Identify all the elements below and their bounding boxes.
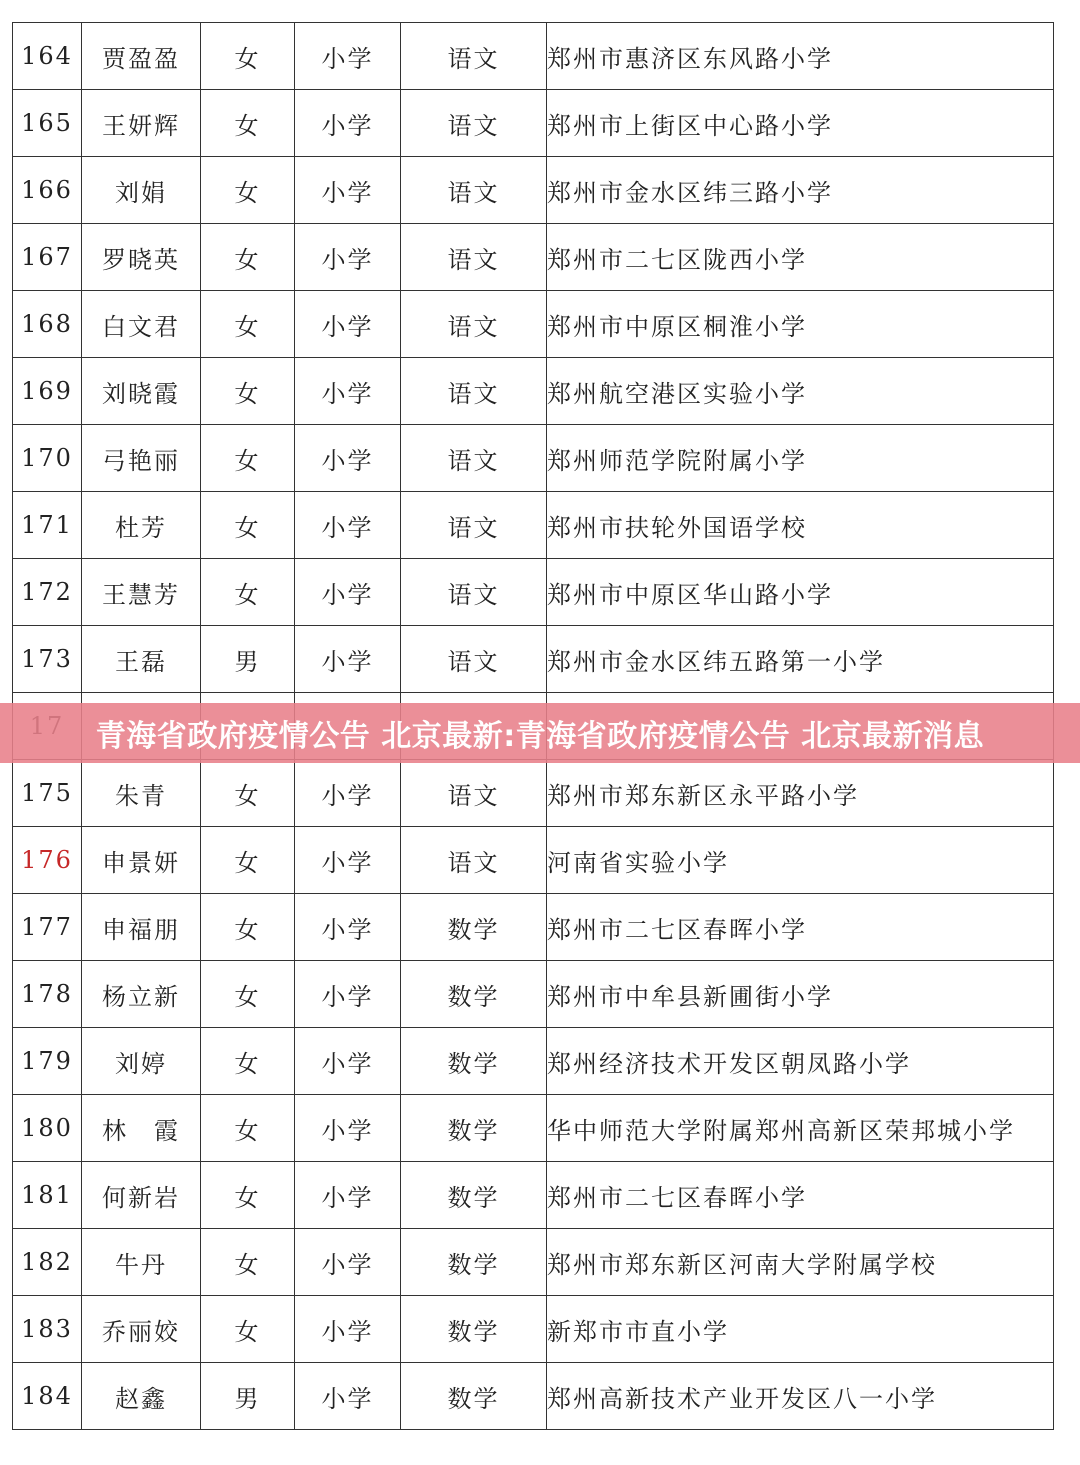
teacher-name-cell: 白文君 <box>82 291 201 358</box>
table-row <box>13 23 1054 90</box>
school-level-cell: 小学 <box>295 425 401 492</box>
gender-cell: 女 <box>201 1095 295 1162</box>
row-number-cell: 182 <box>13 1229 82 1296</box>
school-name-cell: 河南省实验小学 <box>547 827 1054 894</box>
school-level-cell: 小学 <box>295 492 401 559</box>
row-number-cell: 181 <box>13 1162 82 1229</box>
table-row <box>13 157 1054 224</box>
gender-cell: 女 <box>201 224 295 291</box>
teacher-name-cell: 朱青 <box>82 760 201 827</box>
subject-cell: 数学 <box>401 1028 547 1095</box>
school-level-cell: 小学 <box>295 1296 401 1363</box>
subject-cell: 语文 <box>401 23 547 90</box>
school-name-cell: 郑州市惠济区东风路小学 <box>547 23 1054 90</box>
row-number-cell: 171 <box>13 492 82 559</box>
school-name-cell: 郑州市二七区春晖小学 <box>547 894 1054 961</box>
table-row <box>13 90 1054 157</box>
teacher-name-cell: 何新岩 <box>82 1162 201 1229</box>
school-name-cell: 新郑市市直小学 <box>547 1296 1054 1363</box>
school-name-cell: 郑州市金水区纬三路小学 <box>547 157 1054 224</box>
school-level-cell: 小学 <box>295 626 401 693</box>
subject-cell: 数学 <box>401 1296 547 1363</box>
school-level-cell: 小学 <box>295 1229 401 1296</box>
teacher-name-cell: 乔丽姣 <box>82 1296 201 1363</box>
school-name-cell: 郑州市郑东新区永平路小学 <box>547 760 1054 827</box>
gender-cell: 女 <box>201 425 295 492</box>
gender-cell: 女 <box>201 157 295 224</box>
school-name-cell: 郑州市金水区纬五路第一小学 <box>547 626 1054 693</box>
school-level-cell: 小学 <box>295 559 401 626</box>
table-row <box>13 492 1054 559</box>
table-row <box>13 626 1054 693</box>
row-number-cell: 178 <box>13 961 82 1028</box>
banner-text: 青海省政府疫情公告 北京最新:青海省政府疫情公告 北京最新消息 <box>95 719 985 754</box>
subject-cell: 语文 <box>401 425 547 492</box>
gender-cell: 女 <box>201 1162 295 1229</box>
gender-cell: 女 <box>201 492 295 559</box>
school-level-cell: 小学 <box>295 90 401 157</box>
gender-cell: 女 <box>201 23 295 90</box>
row-number-cell: 166 <box>13 157 82 224</box>
subject-cell: 语文 <box>401 358 547 425</box>
subject-cell: 数学 <box>401 961 547 1028</box>
subject-cell: 语文 <box>401 559 547 626</box>
school-name-cell: 郑州市中原区华山路小学 <box>547 559 1054 626</box>
school-level-cell: 小学 <box>295 1095 401 1162</box>
subject-cell: 语文 <box>401 157 547 224</box>
school-name-cell: 郑州市中原区桐淮小学 <box>547 291 1054 358</box>
table-row <box>13 827 1054 894</box>
table-row <box>13 224 1054 291</box>
teacher-name-cell: 林 霞 <box>82 1095 201 1162</box>
teacher-name-cell: 贾盈盈 <box>82 23 201 90</box>
school-level-cell: 小学 <box>295 827 401 894</box>
teacher-name-cell: 刘婷 <box>82 1028 201 1095</box>
table-row <box>13 1162 1054 1229</box>
row-number-cell: 172 <box>13 559 82 626</box>
school-name-cell: 郑州高新技术产业开发区八一小学 <box>547 1363 1054 1430</box>
subject-cell: 语文 <box>401 291 547 358</box>
table-row <box>13 291 1054 358</box>
gender-cell: 女 <box>201 90 295 157</box>
school-level-cell: 小学 <box>295 961 401 1028</box>
gender-cell: 女 <box>201 1229 295 1296</box>
teacher-name-cell: 牛丹 <box>82 1229 201 1296</box>
teacher-name-cell: 罗晓英 <box>82 224 201 291</box>
teacher-name-cell: 刘晓霞 <box>82 358 201 425</box>
table-row <box>13 1229 1054 1296</box>
table-row <box>13 961 1054 1028</box>
gender-cell: 女 <box>201 894 295 961</box>
gender-cell: 女 <box>201 961 295 1028</box>
gender-cell: 女 <box>201 1028 295 1095</box>
school-name-cell: 郑州市上街区中心路小学 <box>547 90 1054 157</box>
school-name-cell: 郑州市郑东新区河南大学附属学校 <box>547 1229 1054 1296</box>
school-level-cell: 小学 <box>295 894 401 961</box>
table-row <box>13 358 1054 425</box>
gender-cell: 男 <box>201 1363 295 1430</box>
school-name-cell: 郑州师范学院附属小学 <box>547 425 1054 492</box>
school-level-cell: 小学 <box>295 23 401 90</box>
school-level-cell: 小学 <box>295 1028 401 1095</box>
subject-cell: 语文 <box>401 760 547 827</box>
subject-cell: 数学 <box>401 894 547 961</box>
table-row <box>13 559 1054 626</box>
school-name-cell: 郑州航空港区实验小学 <box>547 358 1054 425</box>
school-level-cell: 小学 <box>295 157 401 224</box>
teacher-name-cell: 杜芳 <box>82 492 201 559</box>
row-number-cell: 173 <box>13 626 82 693</box>
school-level-cell: 小学 <box>295 1162 401 1229</box>
gender-cell: 女 <box>201 1296 295 1363</box>
row-number-cell: 180 <box>13 1095 82 1162</box>
row-number-cell: 170 <box>13 425 82 492</box>
teacher-name-cell: 申景妍 <box>82 827 201 894</box>
teacher-name-cell: 杨立新 <box>82 961 201 1028</box>
subject-cell: 语文 <box>401 224 547 291</box>
table-row <box>13 760 1054 827</box>
row-number-cell: 184 <box>13 1363 82 1430</box>
teacher-name-cell: 申福朋 <box>82 894 201 961</box>
row-number-cell: 183 <box>13 1296 82 1363</box>
school-name-cell: 郑州经济技术开发区朝凤路小学 <box>547 1028 1054 1095</box>
teacher-name-cell: 刘娟 <box>82 157 201 224</box>
teacher-name-cell: 赵鑫 <box>82 1363 201 1430</box>
row-number-cell: 167 <box>13 224 82 291</box>
teacher-name-cell: 王磊 <box>82 626 201 693</box>
row-number-cell: 179 <box>13 1028 82 1095</box>
subject-cell: 数学 <box>401 1162 547 1229</box>
table-row <box>13 894 1054 961</box>
school-name-cell: 华中师范大学附属郑州高新区荣邦城小学 <box>547 1095 1054 1162</box>
gender-cell: 女 <box>201 827 295 894</box>
subject-cell: 语文 <box>401 492 547 559</box>
school-level-cell: 小学 <box>295 760 401 827</box>
table-row <box>13 1363 1054 1430</box>
table-row <box>13 1296 1054 1363</box>
subject-cell: 语文 <box>401 827 547 894</box>
table-row <box>13 425 1054 492</box>
subject-cell: 语文 <box>401 626 547 693</box>
school-level-cell: 小学 <box>295 358 401 425</box>
gender-cell: 女 <box>201 559 295 626</box>
table-row <box>13 1095 1054 1162</box>
gender-cell: 女 <box>201 760 295 827</box>
row-number-cell: 169 <box>13 358 82 425</box>
row-number-cell: 165 <box>13 90 82 157</box>
subject-cell: 数学 <box>401 1363 547 1430</box>
school-name-cell: 郑州市中牟县新圃街小学 <box>547 961 1054 1028</box>
row-number-cell: 164 <box>13 23 82 90</box>
teacher-name-cell: 王妍辉 <box>82 90 201 157</box>
row-number-cell: 175 <box>13 760 82 827</box>
gender-cell: 女 <box>201 291 295 358</box>
school-name-cell: 郑州市二七区陇西小学 <box>547 224 1054 291</box>
teacher-name-cell: 弓艳丽 <box>82 425 201 492</box>
row-number-cell: 177 <box>13 894 82 961</box>
subject-cell: 语文 <box>401 90 547 157</box>
school-level-cell: 小学 <box>295 224 401 291</box>
gender-cell: 女 <box>201 358 295 425</box>
subject-cell: 数学 <box>401 1095 547 1162</box>
subject-cell: 数学 <box>401 1229 547 1296</box>
school-level-cell: 小学 <box>295 291 401 358</box>
gender-cell: 男 <box>201 626 295 693</box>
school-name-cell: 郑州市扶轮外国语学校 <box>547 492 1054 559</box>
overlay-banner <box>0 703 1080 763</box>
table-row <box>13 1028 1054 1095</box>
row-number-cell: 168 <box>13 291 82 358</box>
row-number-cell: 176 <box>13 827 82 894</box>
school-name-cell: 郑州市二七区春晖小学 <box>547 1162 1054 1229</box>
school-level-cell: 小学 <box>295 1363 401 1430</box>
teacher-name-cell: 王慧芳 <box>82 559 201 626</box>
